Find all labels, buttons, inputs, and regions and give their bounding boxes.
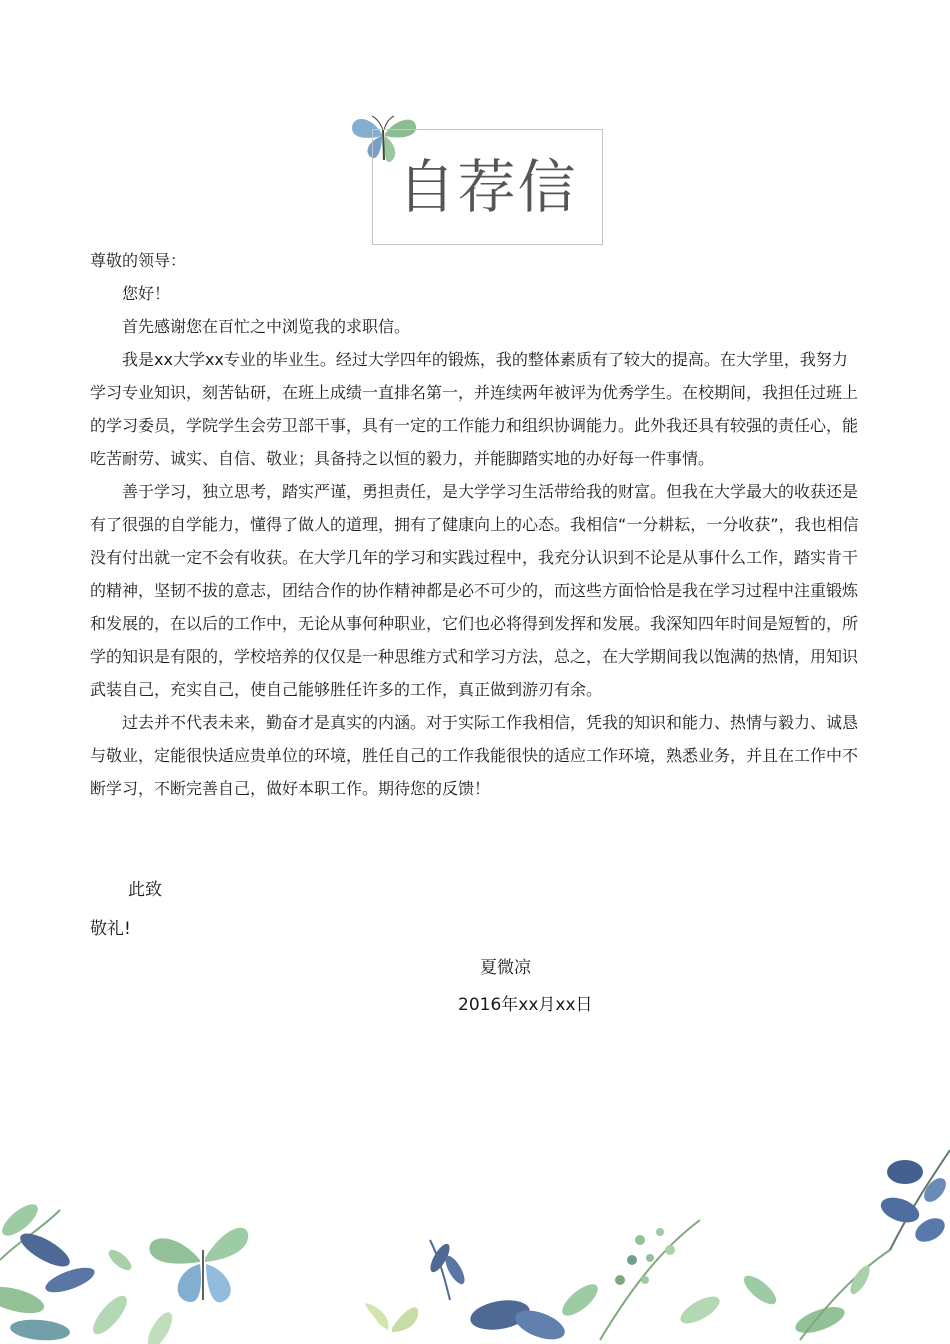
paragraph-2: 我是xx大学xx专业的毕业生。经过大学四年的锻炼，我的整体素质有了较大的提高。在大学里，我努力学习专业知识，刻苦钻研，在班上成绩一直排名第一，并连续两年被评为优秀学生。在校期间，我担任过班上的学习委员，学院学生会劳卫部干事，具有一定的工作能力和组织协调能力。此外我还具有较强的责任心，能吃苦耐劳、诚实、自信、敬业；具备持之以恒的毅力，并能脚踏实地的办好每一件事情。 — [90, 350, 859, 468]
closing-line-2: 敬礼! — [90, 919, 131, 939]
signature: 夏微凉 — [480, 958, 531, 978]
title-box — [372, 129, 603, 245]
date: 2016年xx月xx日 — [458, 995, 593, 1015]
closing-line-1: 此致 — [128, 880, 162, 900]
letter-body — [90, 244, 862, 805]
paragraph-1: 首先感谢您在百忙之中浏览我的求职信。 — [122, 317, 411, 336]
greeting: 您好！ — [122, 284, 171, 303]
page-title: 自荐信 — [397, 153, 578, 221]
paragraph-4: 过去并不代表未来，勤奋才是真实的内涵。对于实际工作我相信，凭我的知识和能力、热情与毅力、诚恳与敬业，定能很快适应贵单位的环境，胜任自己的工作我能很快的适应工作环境，熟悉业务，并且在工作中不断学习，不断完善自己，做好本职工作。期待您的反馈！ — [90, 713, 859, 798]
salutation: 尊敬的领导： — [90, 251, 187, 270]
paragraph-3: 善于学习，独立思考，踏实严谨，勇担责任，是大学学习生活带给我的财富。但我在大学最大的收获还是有了很强的自学能力，懂得了做人的道理，拥有了健康向上的心态。我相信“一分耕耘，一分收获”，我也相信没有付出就一定不会有收获。在大学几年的学习和实践过程中，我充分认识到不论是从事什么工作，踏实肯干的精神，坚韧不拔的意志，团结合作的协作精神都是必不可少的，而这些方面恰恰是我在学习过程中注重锻炼和发展的，在以后的工作中，无论从事何种职业，它们也必将得到发挥和发展。我深知四年时间是短暂的，所学的知识是有限的，学校培养的仅仅是一种思维方式和学习方法，总之，在大学期间我以饱满的热情，用知识武装自己，充实自己，使自己能够胜任许多的工作，真正做到游刃有余。 — [90, 482, 859, 699]
floral-border-illustration — [0, 1140, 950, 1344]
